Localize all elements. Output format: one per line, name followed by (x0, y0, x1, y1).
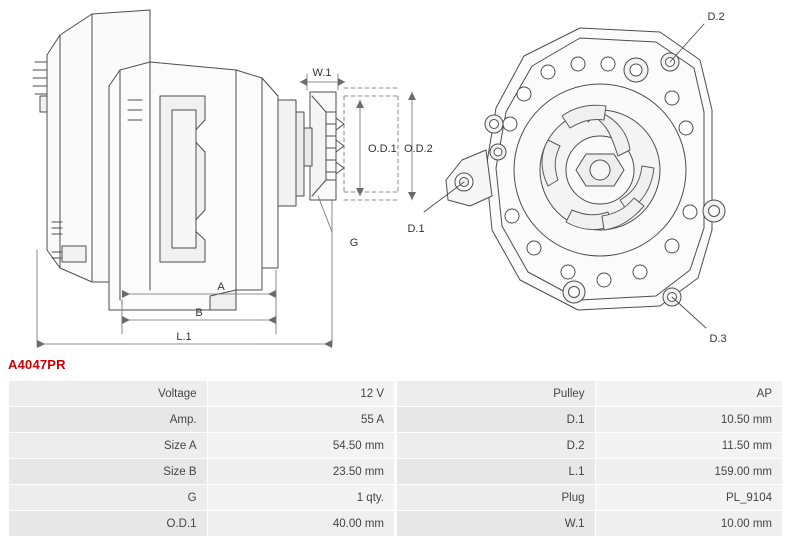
spec-value: AP (595, 381, 782, 407)
spec-key: Pulley (397, 381, 596, 407)
spec-key: Size B (9, 459, 208, 485)
dim-a-label: A (217, 281, 225, 293)
table-row (397, 381, 783, 407)
spec-key: W.1 (397, 511, 596, 537)
spec-key: D.2 (397, 433, 596, 459)
alternator-side-view (33, 10, 344, 310)
spec-key: O.D.1 (9, 511, 208, 537)
table-row (9, 511, 395, 537)
spec-key: Amp. (9, 407, 208, 433)
table-row (9, 485, 395, 511)
dim-b-label: B (195, 307, 203, 319)
spec-value: 12 V (207, 381, 394, 407)
spec-value: 159.00 mm (595, 459, 782, 485)
table-row (9, 407, 395, 433)
table-row (9, 433, 395, 459)
table-row (9, 459, 395, 485)
table-row (397, 485, 783, 511)
spec-value: 1 qty. (207, 485, 394, 511)
table-row (397, 433, 783, 459)
specifications (8, 380, 783, 537)
dim-od2-label: O.D.2 (404, 143, 433, 155)
spec-value: 23.50 mm (207, 459, 394, 485)
spec-value: 54.50 mm (207, 433, 394, 459)
spec-key: Plug (397, 485, 596, 511)
callout-g-label: G (349, 237, 359, 249)
table-row (397, 459, 783, 485)
spec-key: D.1 (397, 407, 596, 433)
table-row (397, 407, 783, 433)
dim-l1-label: L.1 (176, 331, 192, 343)
spec-value: 40.00 mm (207, 511, 394, 537)
dim-w1-label: W.1 (312, 67, 332, 79)
callout-d2-label: D.2 (707, 11, 725, 23)
spec-key: Voltage (9, 381, 208, 407)
spec-value: 11.50 mm (595, 433, 782, 459)
dim-od1-label: O.D.1 (368, 143, 397, 155)
alternator-front-view (446, 28, 725, 310)
spec-value: 10.00 mm (595, 511, 782, 537)
table-row (9, 381, 395, 407)
spec-table-right (396, 380, 783, 537)
spec-key: L.1 (397, 459, 596, 485)
spec-key: G (9, 485, 208, 511)
callout-d1-label: D.1 (407, 223, 425, 235)
callout-d3-label: D.3 (709, 333, 727, 345)
spec-table-left (8, 380, 395, 537)
table-row (397, 511, 783, 537)
spec-key: Size A (9, 433, 208, 459)
spec-value: PL_9104 (595, 485, 782, 511)
spec-value: 55 A (207, 407, 394, 433)
part-code: A4047PR (8, 357, 66, 372)
spec-value: 10.50 mm (595, 407, 782, 433)
